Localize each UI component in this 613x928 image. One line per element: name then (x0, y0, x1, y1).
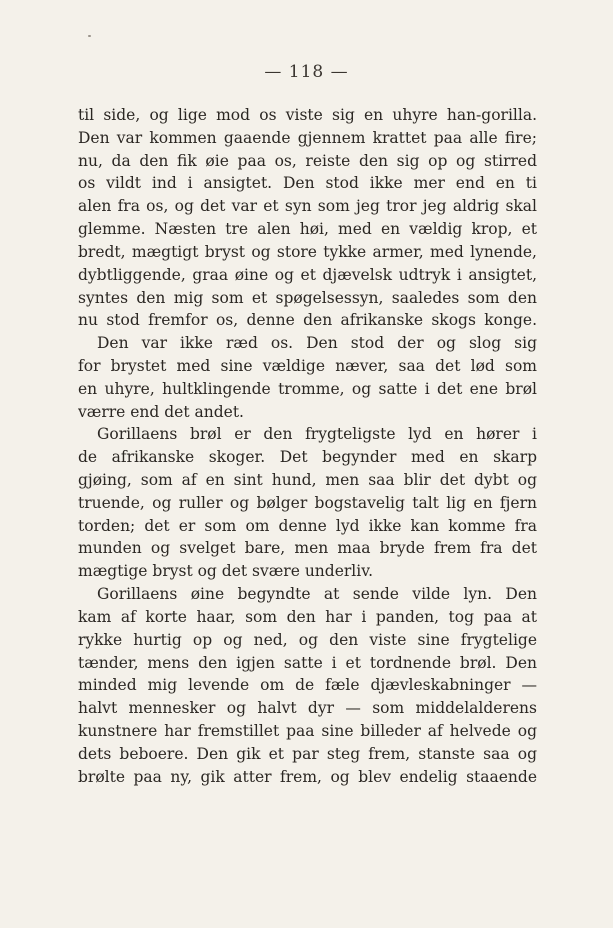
body-text (78, 104, 537, 788)
text-line: Gorillaens brøl er den frygteligste lyd en hører i (97, 425, 537, 444)
text-line: værre end det andet. (78, 402, 244, 421)
text-line: alen fra os, og det var et syn som jeg tror jeg aldrig skal (78, 197, 537, 216)
text-line: for brystet med sine vældige næver, saa det lød som (78, 356, 537, 375)
text-line: os vildt ind i ansigtet. Den stod ikke mer end en ti (78, 174, 537, 193)
text-line: nu, da den fik øie paa os, reiste den sig op og stirred (78, 151, 537, 170)
text-line: Den var ikke ræd os. Den stod der og slog sig (97, 334, 537, 353)
text-line: minded mig levende om de fæle djævleskabninger — (78, 676, 537, 695)
text-line: dets beboere. Den gik et par steg frem, stanste saa og (78, 744, 537, 763)
page-number: — 118 — (264, 62, 349, 82)
text-line: til side, og lige mod os viste sig en uhyre han-gorilla. (78, 106, 537, 124)
text-line: en uhyre, hultklingende tromme, og satte i det ene brøl (78, 379, 537, 398)
text-line: munden og svelget bare, men maa bryde frem fra det (78, 539, 537, 558)
text-line: Gorillaens øine begyndte at sende vilde lyn. Den (97, 585, 537, 604)
text-line: gjøing, som af en sint hund, men saa blir det dybt og (78, 471, 537, 489)
text-line: truende, og ruller og bølger bogstavelig talt lig en fjern (78, 493, 537, 512)
text-line: bredt, mægtigt bryst og store tykke armer, med lynende, (78, 242, 537, 261)
text-line: mægtige bryst og det svære underliv. (78, 562, 374, 581)
text-line: brølte paa ny, gik atter frem, og blev endelig staaende (78, 767, 537, 786)
text-line: kam af korte haar, som den har i panden, tog paa at (78, 607, 537, 626)
text-line: syntes den mig som et spøgelsessyn, saaledes som den (78, 288, 537, 307)
text-line: rykke hurtig op og ned, og den viste sine frygtelige (78, 630, 537, 649)
text-line: tænder, mens den igjen satte i et tordnende brøl. Den (78, 653, 537, 672)
text-line: nu stod fremfor os, denne den afrikanske skogs konge. (78, 311, 537, 330)
text-line: halvt mennesker og halvt dyr — som middelalderens (78, 699, 537, 718)
text-line: torden; det er som om denne lyd ikke kan komme fra (78, 516, 537, 535)
text-line: glemme. Næsten tre alen høi, med en vældig krop, et (78, 220, 537, 239)
text-line: Den var kommen gaaende gjennem krattet paa alle fire; (78, 128, 537, 147)
text-line: dybtliggende, graa øine og et djævelsk udtryk i ansigtet, (78, 265, 537, 284)
text-line: kunstnere har fremstillet paa sine billeder af helvede og (78, 721, 537, 740)
text-line: de afrikanske skoger. Det begynder med en skarp (78, 448, 537, 467)
paper-speck (88, 35, 91, 37)
